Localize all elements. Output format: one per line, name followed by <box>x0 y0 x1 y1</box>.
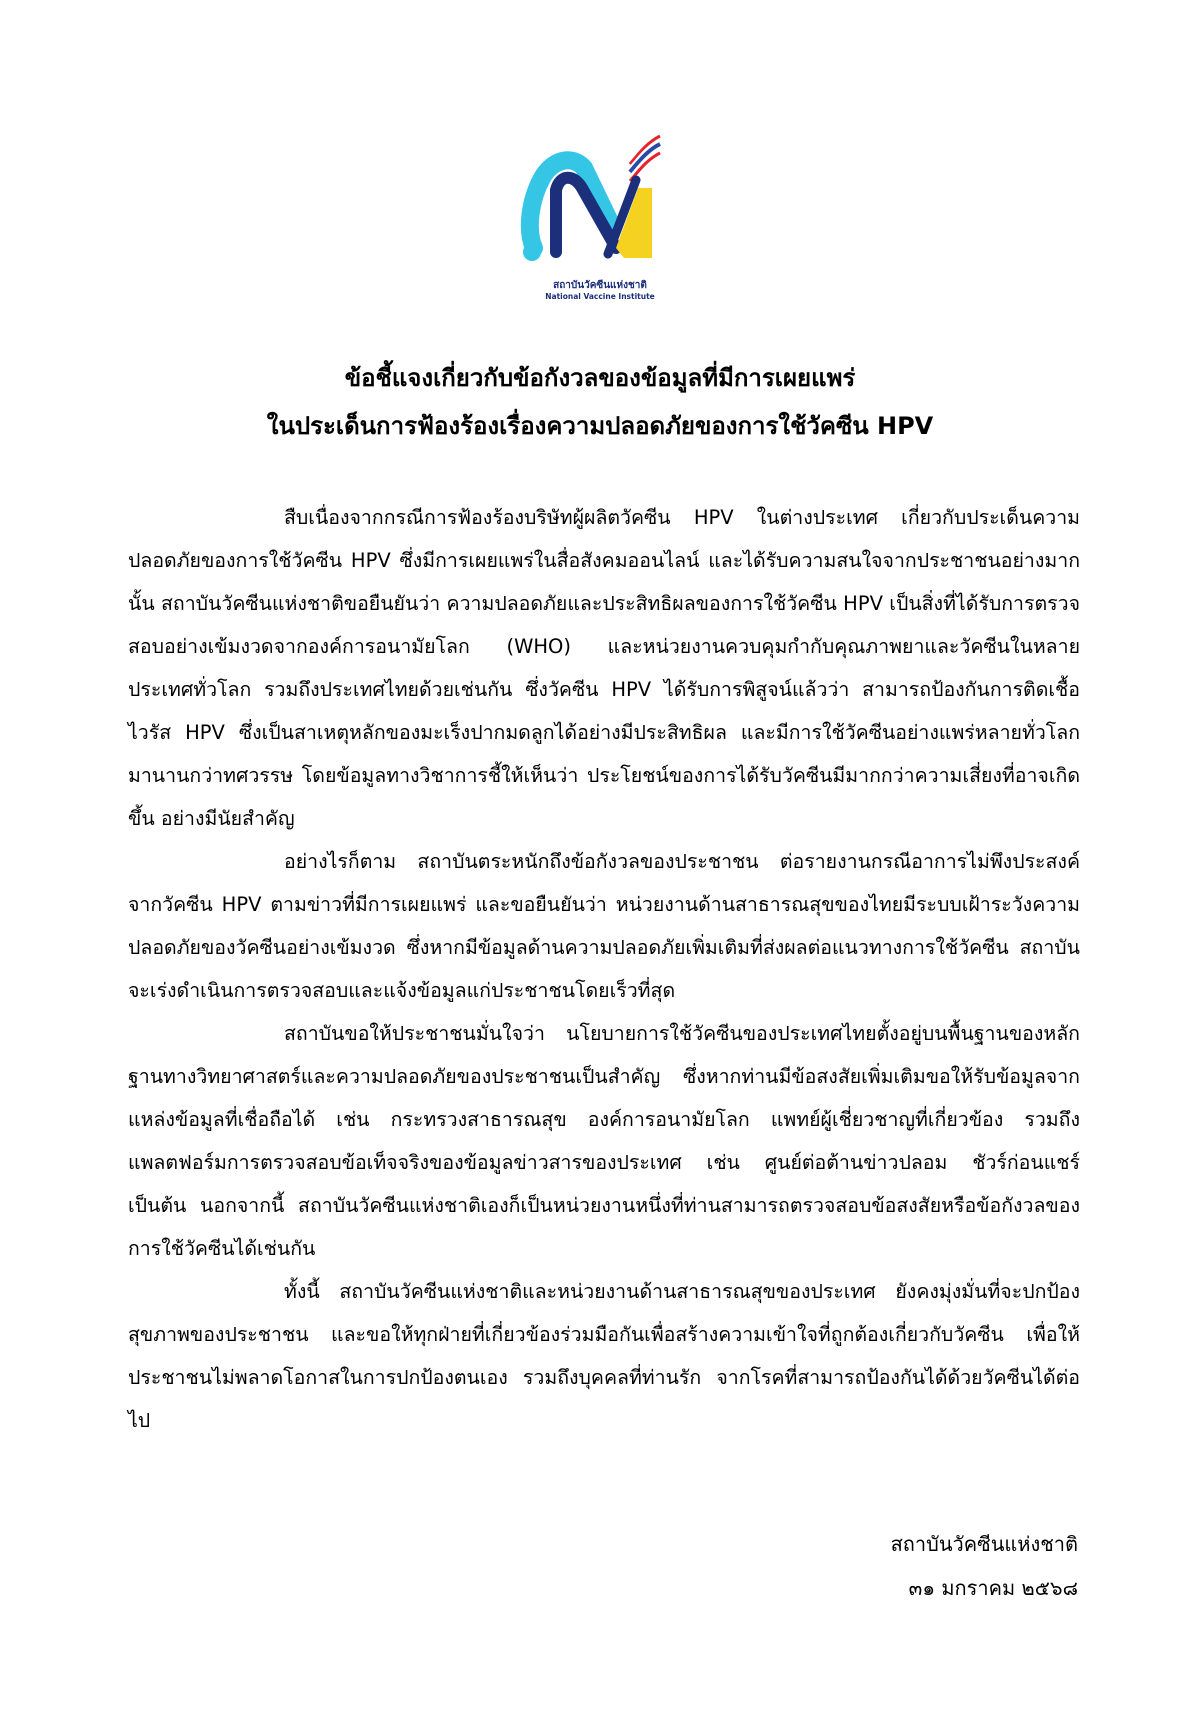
logo-name-english: National Vaccine Institute <box>545 292 655 301</box>
national-vaccine-institute-logo-icon <box>512 130 688 276</box>
document-title-line-1: ข้อชี้แจงเกี่ยวกับข้อกังวลของข้อมูลที่มีการเผยแพร่ <box>344 364 856 392</box>
logo-name-thai: สถาบันวัคซีนแห่งชาติ <box>553 280 647 291</box>
document-body <box>128 496 1080 1442</box>
body-paragraph: อย่างไรก็ตาม สถาบันตระหนักถึงข้อกังวลของประชาชน ต่อรายงานกรณีอาการไม่พึงประสงค์จากวัคซีน HPV ตามข่าวที่มีการเผยแพร่ และขอยืนยันว่า หน่วยงานด้านสาธารณสุขของไทยมีระบบเฝ้าระวังความปลอดภัยของวัคซีนอย่างเข้มงวด ซึ่งหากมีข้อมูลด้านความปลอดภัยเพิ่มเติมที่ส่งผลต่อแนวทางการใช้วัคซีน สถาบันจะเร่งดำเนินการตรวจสอบและแจ้งข้อมูลแก่ประชาชนโดยเร็วที่สุด <box>128 850 1080 1002</box>
body-paragraph: ทั้งนี้ สถาบันวัคซีนแห่งชาติและหน่วยงานด้านสาธารณสุขของประเทศ ยังคงมุ่งมั่นที่จะปกป้องสุขภาพของประชาชน และขอให้ทุกฝ่ายที่เกี่ยวข้องร่วมมือกันเพื่อสร้างความเข้าใจที่ถูกต้องเกี่ยวกับวัคซีน เพื่อให้ประชาชนไม่พลาดโอกาสในการปกป้องตนเอง รวมถึงบุคคลที่ท่านรัก จากโรคที่สามารถป้องกันได้ด้วยวัคซีนได้ต่อไป <box>128 1280 1080 1432</box>
logo <box>512 130 688 310</box>
document-title-line-2: ในประเด็นการฟ้องร้องเรื่องความปลอดภัยของการใช้วัคซีน HPV <box>266 412 934 440</box>
body-paragraph: สถาบันขอให้ประชาชนมั่นใจว่า นโยบายการใช้วัคซีนของประเทศไทยตั้งอยู่บนพื้นฐานของหลักฐานทางวิทยาศาสตร์และความปลอดภัยของประชาชนเป็นสำคัญ ซึ่งหากท่านมีข้อสงสัยเพิ่มเติมขอให้รับข้อมูลจากแหล่งข้อมูลที่เชื่อถือได้ เช่น กระทรวงสาธารณสุข องค์การอนามัยโลก แพทย์ผู้เชี่ยวชาญที่เกี่ยวข้อง รวมถึงแพลตฟอร์มการตรวจสอบข้อเท็จจริงของข้อมูลข่าวสารของประเทศ เช่น ศูนย์ต่อต้านข่าวปลอม ชัวร์ก่อนแชร์ เป็นต้น นอกจากนี้ สถาบันวัคซีนแห่งชาติเองก็เป็นหน่วยงานหนึ่งที่ท่านสามารถตรวจสอบข้อสงสัยหรือข้อกังวลของการใช้วัคซีนได้เช่นกัน <box>128 1022 1080 1260</box>
body-paragraph: สืบเนื่องจากกรณีการฟ้องร้องบริษัทผู้ผลิตวัคซีน HPV ในต่างประเทศ เกี่ยวกับประเด็นความปลอดภัยของการใช้วัคซีน HPV ซึ่งมีการเผยแพร่ในสื่อสังคมออนไลน์ และได้รับความสนใจจากประชาชนอย่างมากนั้น สถาบันวัคซีนแห่งชาติขอยืนยันว่า ความปลอดภัยและประสิทธิผลของการใช้วัคซีน HPV เป็นสิ่งที่ได้รับการตรวจสอบอย่างเข้มงวดจากองค์การอนามัยโลก (WHO) และหน่วยงานควบคุมกำกับคุณภาพยาและวัคซีนในหลายประเทศทั่วโลก รวมถึงประเทศไทยด้วยเช่นกัน ซึ่งวัคซีน HPV ได้รับการพิสูจน์แล้วว่า สามารถป้องกันการติดเชื้อไวรัส HPV ซึ่งเป็นสาเหตุหลักของมะเร็งปากมดลูกได้อย่างมีประสิทธิผล และมีการใช้วัคซีนอย่างแพร่หลายทั่วโลกมานานกว่าทศวรรษ โดยข้อมูลทางวิชาการชี้ให้เห็นว่า ประโยชน์ของการได้รับวัคซีนมีมากกว่าความเสี่ยงที่อาจเกิดขึ้น อย่างมีนัยสำคัญ <box>128 506 1080 830</box>
flag-icon <box>630 136 660 181</box>
signature-date: ๓๑ มกราคม ๒๕๖๘ <box>908 1576 1078 1600</box>
signature-organization: สถาบันวัคซีนแห่งชาติ <box>890 1532 1078 1556</box>
